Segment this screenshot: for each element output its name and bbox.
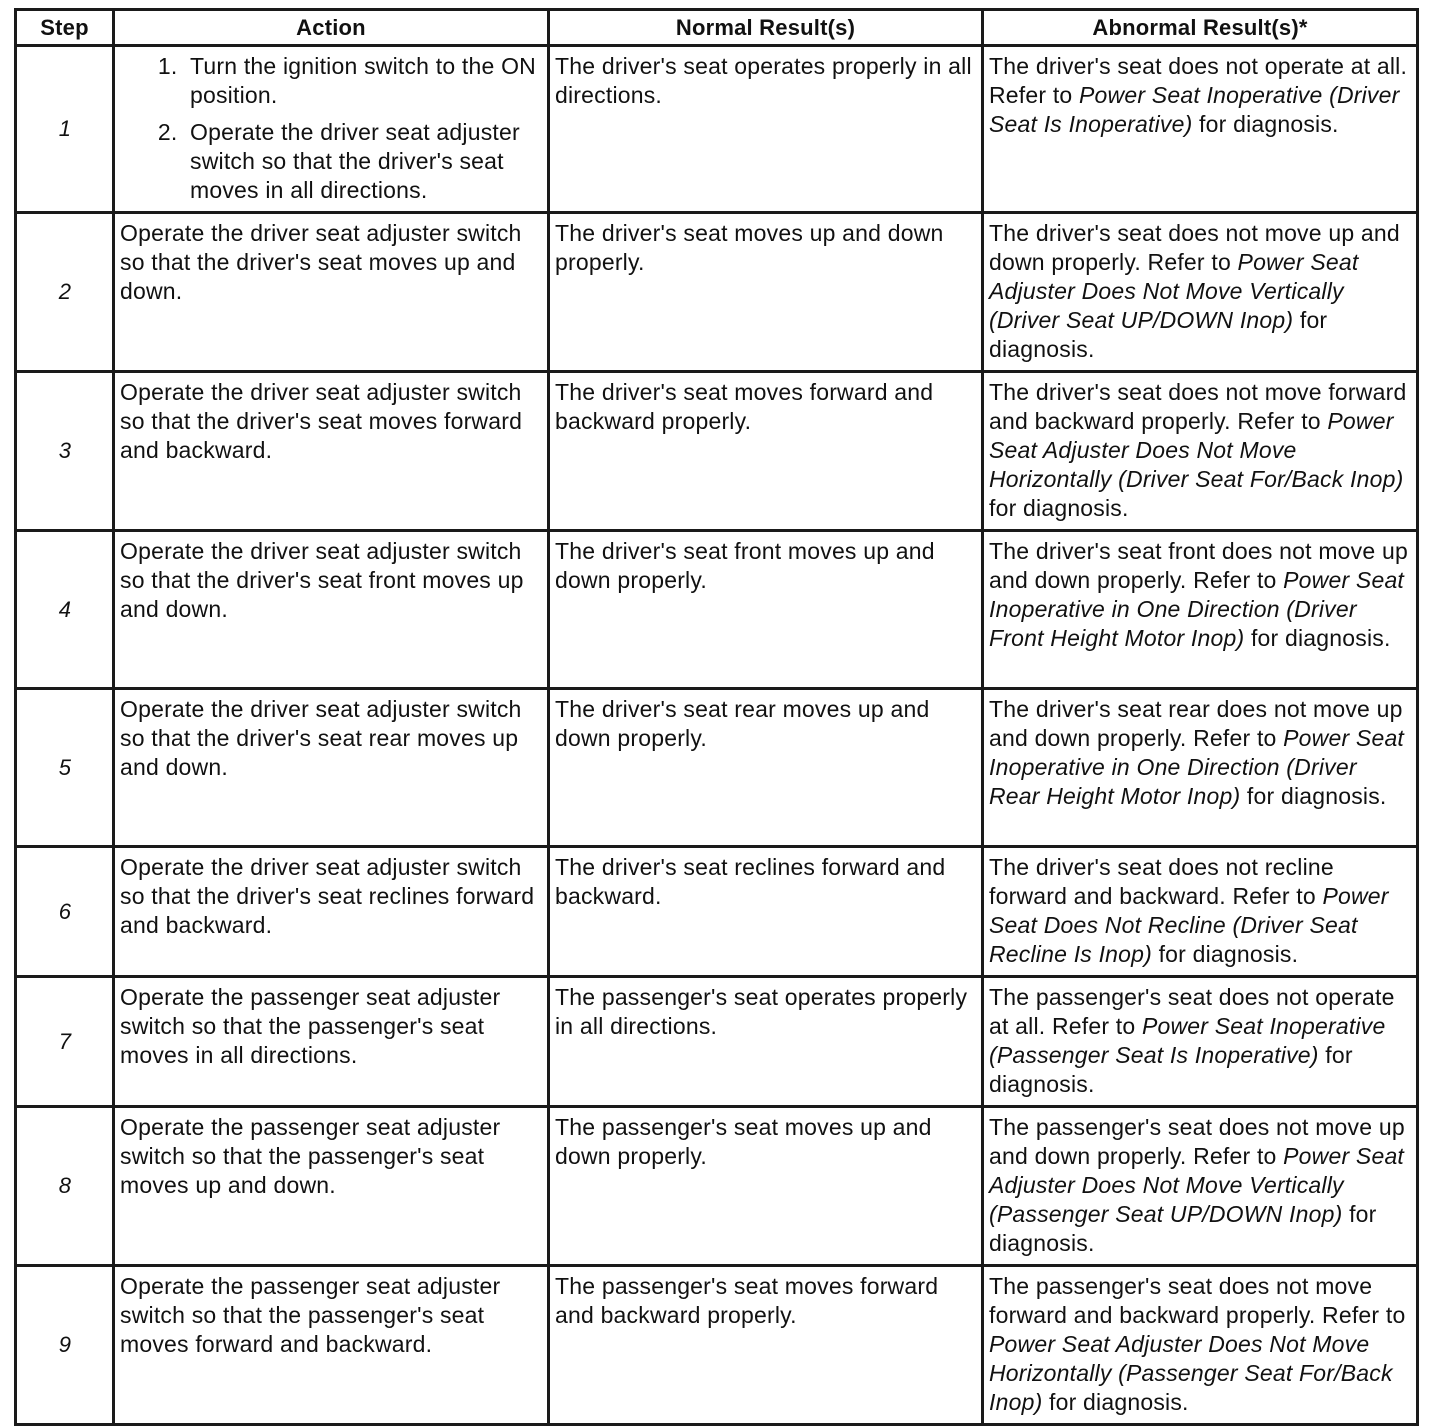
abnormal-text-end: for diagnosis.	[989, 1042, 1353, 1097]
step-number: 4	[16, 531, 114, 689]
abnormal-result-cell	[983, 46, 1418, 213]
table-row	[16, 531, 1418, 689]
table-row	[16, 213, 1418, 372]
normal-result-cell: The driver's seat front moves up and down properly.	[549, 531, 983, 689]
table-row	[16, 46, 1418, 213]
abnormal-text: The passenger's seat does not move forward and backward properly. Refer to	[989, 1273, 1406, 1328]
abnormal-text: The passenger's seat does not operate at all. Refer to	[989, 984, 1395, 1039]
table-row	[16, 977, 1418, 1107]
action-cell: Operate the passenger seat adjuster switch so that the passenger's seat moves forward and backward.	[114, 1266, 549, 1425]
diagnostic-table	[14, 8, 1419, 1426]
normal-result-cell: The driver's seat moves up and down properly.	[549, 213, 983, 372]
step-number: 8	[16, 1107, 114, 1266]
abnormal-reference: Power Seat Adjuster Does Not Move Horizontally (Passenger Seat For/Back Inop)	[989, 1331, 1393, 1415]
abnormal-result-cell	[983, 372, 1418, 531]
normal-result-cell: The passenger's seat moves up and down properly.	[549, 1107, 983, 1266]
action-cell: Operate the driver seat adjuster switch so that the driver's seat rear moves up and down.	[114, 689, 549, 847]
header-action: Action	[114, 10, 549, 46]
action-steps-list	[120, 52, 543, 205]
abnormal-text: The passenger's seat does not move up and down properly. Refer to	[989, 1114, 1405, 1169]
action-cell: Operate the driver seat adjuster switch so that the driver's seat moves forward and backward.	[114, 372, 549, 531]
step-number: 2	[16, 213, 114, 372]
abnormal-reference: Power Seat Inoperative (Driver Seat Is Inoperative)	[989, 82, 1400, 137]
abnormal-result-cell	[983, 977, 1418, 1107]
abnormal-text: The driver's seat rear does not move up and down properly. Refer to	[989, 696, 1403, 751]
action-cell: Operate the driver seat adjuster switch so that the driver's seat reclines forward and backward.	[114, 847, 549, 977]
normal-result-cell: The driver's seat moves forward and backward properly.	[549, 372, 983, 531]
abnormal-result-cell	[983, 213, 1418, 372]
header-normal-results: Normal Result(s)	[549, 10, 983, 46]
abnormal-reference: Power Seat Adjuster Does Not Move Horizontally (Driver Seat For/Back Inop)	[989, 408, 1404, 492]
abnormal-result-cell	[983, 689, 1418, 847]
normal-result-cell: The driver's seat rear moves up and down properly.	[549, 689, 983, 847]
table-header-row	[16, 10, 1418, 46]
abnormal-text-end: for diagnosis.	[989, 307, 1328, 362]
abnormal-result-cell	[983, 1107, 1418, 1266]
action-cell	[114, 46, 549, 213]
abnormal-text-end: for diagnosis.	[1240, 783, 1387, 809]
action-step-item: 2. Operate the driver seat adjuster switch so that the driver's seat moves in all directions.	[184, 118, 543, 205]
step-number: 6	[16, 847, 114, 977]
action-step-item: 1. Turn the ignition switch to the ON position.	[184, 52, 543, 110]
table-row	[16, 847, 1418, 977]
abnormal-text-end: for diagnosis.	[1244, 625, 1391, 651]
table-row	[16, 689, 1418, 847]
action-cell: Operate the driver seat adjuster switch so that the driver's seat front moves up and down.	[114, 531, 549, 689]
normal-result-cell: The passenger's seat operates properly in all directions.	[549, 977, 983, 1107]
abnormal-reference: Power Seat Inoperative (Passenger Seat Is Inoperative)	[989, 1013, 1386, 1068]
abnormal-text: The driver's seat does not recline forward and backward. Refer to	[989, 854, 1334, 909]
step-number: 1	[16, 46, 114, 213]
abnormal-text-end: for diagnosis.	[989, 1201, 1377, 1256]
abnormal-reference: Power Seat Does Not Recline (Driver Seat Recline Is Inop)	[989, 883, 1389, 967]
step-number: 9	[16, 1266, 114, 1425]
abnormal-text-end: for diagnosis.	[989, 495, 1129, 521]
abnormal-reference: Power Seat Adjuster Does Not Move Vertically (Passenger Seat UP/DOWN Inop)	[989, 1143, 1405, 1227]
action-cell: Operate the passenger seat adjuster switch so that the passenger's seat moves up and down.	[114, 1107, 549, 1266]
abnormal-text: The driver's seat does not move forward and backward properly. Refer to	[989, 379, 1407, 434]
abnormal-result-cell	[983, 1266, 1418, 1425]
abnormal-result-cell	[983, 531, 1418, 689]
abnormal-text: The driver's seat front does not move up and down properly. Refer to	[989, 538, 1408, 593]
normal-result-cell: The driver's seat operates properly in all directions.	[549, 46, 983, 213]
abnormal-reference: Power Seat Inoperative in One Direction (Driver Front Height Motor Inop)	[989, 567, 1405, 651]
normal-result-cell: The driver's seat reclines forward and backward.	[549, 847, 983, 977]
table-row	[16, 1266, 1418, 1425]
abnormal-reference: Power Seat Adjuster Does Not Move Vertically (Driver Seat UP/DOWN Inop)	[989, 249, 1359, 333]
action-cell: Operate the driver seat adjuster switch so that the driver's seat moves up and down.	[114, 213, 549, 372]
step-number: 5	[16, 689, 114, 847]
header-abnormal-results: Abnormal Result(s)*	[983, 10, 1418, 46]
abnormal-result-cell	[983, 847, 1418, 977]
abnormal-text-end: for diagnosis.	[1042, 1389, 1189, 1415]
abnormal-reference: Power Seat Inoperative in One Direction (Driver Rear Height Motor Inop)	[989, 725, 1405, 809]
normal-result-cell: The passenger's seat moves forward and backward properly.	[549, 1266, 983, 1425]
abnormal-text-end: for diagnosis.	[1192, 111, 1339, 137]
action-cell: Operate the passenger seat adjuster switch so that the passenger's seat moves in all directions.	[114, 977, 549, 1107]
header-step: Step	[16, 10, 114, 46]
table-row	[16, 1107, 1418, 1266]
abnormal-text-end: for diagnosis.	[1152, 941, 1299, 967]
abnormal-text: The driver's seat does not move up and down properly. Refer to	[989, 220, 1400, 275]
step-number: 3	[16, 372, 114, 531]
table-row	[16, 372, 1418, 531]
step-number: 7	[16, 977, 114, 1107]
abnormal-text: The driver's seat does not operate at all. Refer to	[989, 53, 1408, 108]
